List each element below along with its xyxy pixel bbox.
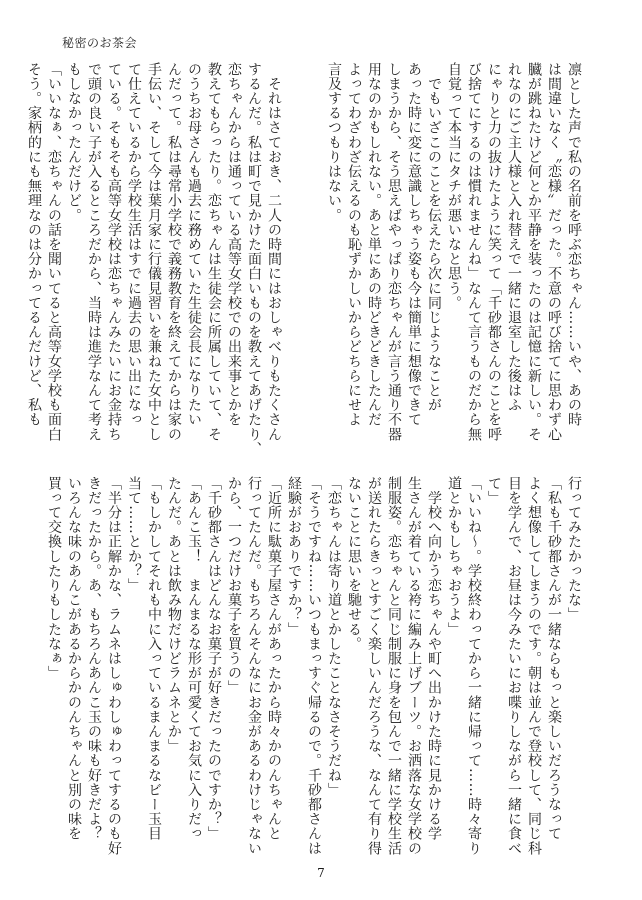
text-line: でもいざこのことを伝えたら次に同じようなことが: [426, 62, 442, 413]
text-line: [304, 62, 324, 452]
text-line: それはさておき、二人の時間にはおしゃべりもたくさん: [266, 62, 282, 442]
text-line: て仕えているから学校生活はすでに過去の思い出になっ: [126, 62, 142, 427]
text-line: 自覚って本当にタチが悪いなと思う。: [446, 62, 462, 311]
text-line: 「もしかしてそれも中に入っているまんまるなビー玉目: [146, 476, 162, 841]
text-line: のうちお母さんも過去に務めていた生徒会長になりたい: [186, 62, 202, 427]
text-line: 当て……とか？」: [126, 476, 142, 593]
text-line: 行ってみたかったな」: [566, 476, 582, 622]
text-line: しまうから、そう思えばやっぱり恋ちゃんが言う通り不器: [386, 62, 402, 442]
text-line: 「近所に駄菓子屋さんがあったから時々かのんちゃんと: [266, 476, 282, 841]
text-line: で頭の良い子が入るところだから、当時は進学なんて考え: [86, 62, 102, 442]
text-line: 学校へ向かう恋ちゃんや町へ出かけた時に見かける学: [426, 476, 442, 841]
upper-text-block: [24, 62, 584, 457]
text-line: ている。そもそも高等女学校は恋ちゃんみたいにお金持ち: [106, 62, 122, 442]
text-line: 手伝い、そして今は葉月家に行儀見習いを兼ねた女中とし: [146, 62, 162, 442]
text-line: 「半分は正解かな、ラムネはしゅわしゅわってするのも好: [106, 476, 122, 856]
text-line: 「私も千砂都さんが一緒ならもっと楽しいだろうなって: [546, 476, 562, 841]
text-line: もしなかったんだけど。: [66, 62, 82, 223]
text-line: 行ってたんだ。もちろんそんなにお金があるわけじゃない: [246, 476, 262, 856]
text-line: 「恋ちゃんは寄り道とかしたことなさそうだね」: [326, 476, 342, 798]
text-line: 道とかもしちゃおうよ」: [446, 476, 462, 637]
text-line: 臓が跳ねたけど何とか平静を装ったのは記憶に新しい。そ: [526, 62, 542, 442]
text-line: 「いいなぁ、恋ちゃんの話を聞いてると高等女学校も面白: [46, 62, 62, 442]
page-number: 7: [317, 866, 325, 880]
text-line: 「いいね〜。学校終わってから一緒に帰って……時々寄り: [466, 476, 482, 856]
text-line: 用なのかもしれない。あと単にあの時どきどきしたんだ: [366, 62, 382, 427]
text-line: 買って交換したりもしたなぁ」: [46, 476, 62, 681]
text-line: [284, 62, 304, 452]
text-line: んだって。私は尋常小学校で義務教育を終えてからは家の: [166, 62, 182, 442]
text-line: いろんな味のあんこがあるからかのんちゃんと別の味を: [66, 476, 82, 841]
text-line: 「千砂都さんはどんなお菓子が好きだったのですか？」: [206, 476, 222, 841]
text-line: 「あんこ玉！ まんまるな形が可愛くてお気に入りだっ: [186, 476, 202, 841]
text-line: れなのにご主人様と入れ替えで一緒に退室した後はふ: [506, 62, 522, 413]
text-line: 教えてもらったり。恋ちゃんは生徒会に所属していて、そ: [206, 62, 222, 442]
text-line: ないことに思いを馳せる。: [346, 476, 362, 652]
text-line: が送れたらきっとすごく楽しいんだろうな、なんて有り得: [366, 476, 382, 856]
text-line: 凛とした声で私の名前を呼ぶ恋ちゃん……いや、あの時: [566, 62, 582, 427]
text-line: 言及するつもりはない。: [326, 62, 342, 223]
text-line: きだったから。あ、もちろんあんこ玉の味も好きだよ？: [86, 476, 102, 841]
text-line: 目を学んで、お昼は今みたいにお喋りしながら一緒に食べ: [506, 476, 522, 856]
text-line: よく想像してしまうのです。朝は並んで登校して、同じ科: [526, 476, 542, 856]
text-line: あった時に変に意識しちゃう姿も今は簡単に想像できて: [406, 62, 422, 427]
lower-text-block: [44, 476, 584, 866]
text-line: から、一つだけお菓子を買うの」: [226, 476, 242, 695]
text-line: は間違いなく〝恋様〟だった。不意の呼び捨てに思わず心: [546, 62, 562, 442]
text-line: て」: [486, 476, 502, 506]
text-line: 経験がおありですか？」: [286, 476, 302, 637]
text-line: 「そうですね……いつもまっすぐ帰るので。千砂都さんは: [306, 476, 322, 856]
text-line: び捨てにするのは慣れませんね」なんて言うものだから無: [466, 62, 482, 442]
text-line: よってわざわざ伝えるのも恥ずかしいからどちらにせよ: [346, 62, 362, 427]
text-line: そう。家柄的にも無理なのは分かってるんだけど、私も: [26, 62, 42, 427]
running-header: 秘密のお茶会: [62, 36, 138, 50]
text-line: 恋ちゃんからは通っている高等女学校での出来事とかを: [226, 62, 242, 427]
text-line: するんだ。私は町で見かけた面白いものを教えてあげたり、: [246, 62, 262, 457]
text-line: 生さんが着ている袴に編み上げブーツ。お洒落な女学校の: [406, 476, 422, 856]
text-line: たんだ。あとは飲み物だけどラムネとか」: [166, 476, 182, 754]
text-line: 制服姿。恋ちゃんと同じ制服に身を包んで一緒に学校生活: [386, 476, 402, 856]
text-line: にゃりと力の抜けたように笑って「千砂都さんのことを呼: [486, 62, 502, 442]
